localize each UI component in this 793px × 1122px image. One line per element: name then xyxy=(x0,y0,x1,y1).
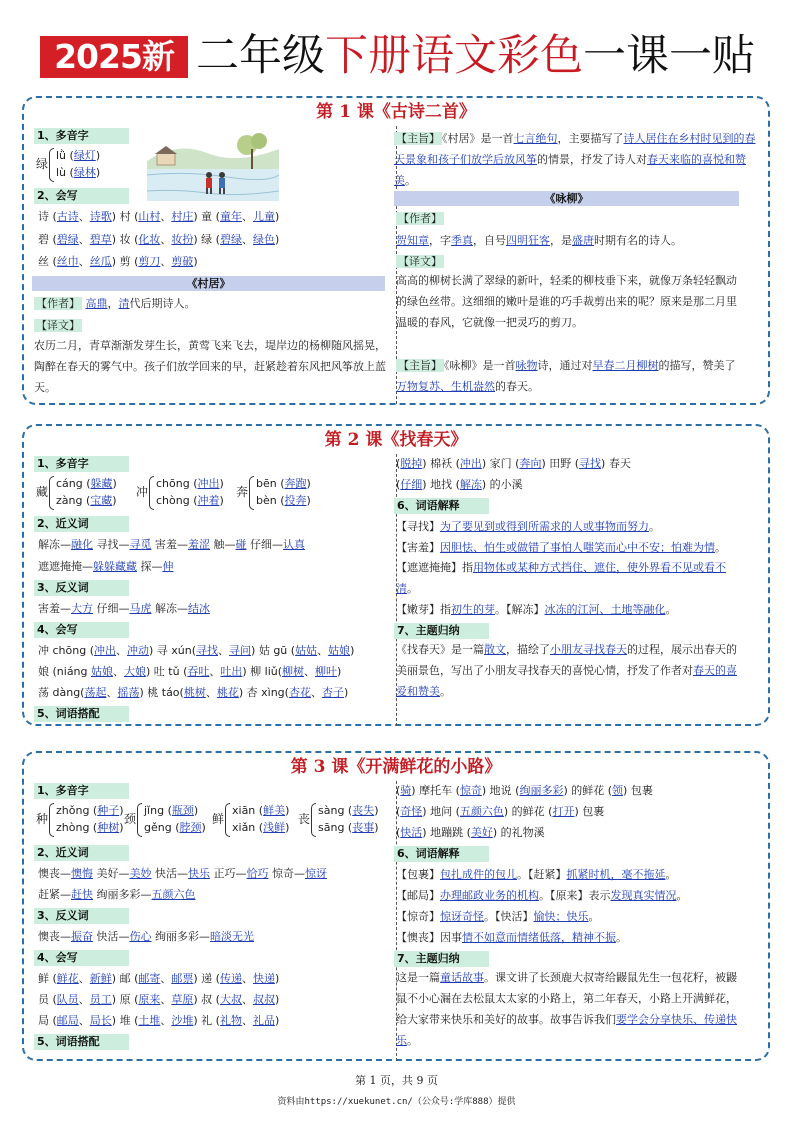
section-theme: 7、主题归纳 xyxy=(394,623,489,639)
polyphone-char: 绿 xyxy=(36,157,49,171)
translation-tag: 【译文】 xyxy=(398,255,442,268)
section-writing: 2、会写 xyxy=(34,188,129,204)
collocation-row: (快活) 地蹦跳 (美好) 的礼物溪 xyxy=(396,826,545,839)
section-collocations: 5、词语搭配 xyxy=(34,1034,129,1050)
title-part-series: 一课一贴 xyxy=(583,31,755,81)
page-header xyxy=(0,26,793,86)
polyphone-group: 藏 cáng (躲藏) zàng (宝藏) xyxy=(36,476,136,510)
poem-banner-yongliu: 《咏柳》 xyxy=(394,191,739,206)
polyphone-reading: lǜ (绿灯) xyxy=(56,149,101,162)
lesson-3-box xyxy=(22,751,770,1061)
translation-text: 农历二月，青草渐渐发芽生长，黄莺飞来飞去，堤岸边的杨柳随风摇晃，陶醉在春天的雾气中。孩子们放学回来的早，赶紧趁着东风把风筝放上蓝天。 xyxy=(34,339,386,394)
collocation-row: (脱掉) 棉袄 (冲出) 家门 (奔向) 田野 (寻找) 春天 xyxy=(396,457,631,470)
section-antonyms: 3、反义词 xyxy=(34,580,129,596)
section-polyphone: 1、多音字 xyxy=(34,783,129,799)
explanation-row: 【寻找】为了要见到或得到所需求的人或事物而努力。 xyxy=(396,520,660,533)
antonym-row: 懊丧—振奋 快活—伤心 绚丽多彩—暗淡无光 xyxy=(38,930,254,943)
writing-row: 丝 (丝巾、丝瓜) 剪 (剪刀、剪破) xyxy=(38,255,198,268)
title-part-grade: 二年级 xyxy=(196,31,325,81)
writing-row: 碧 (碧绿、碧草) 妆 (化妆、妆扮) 绿 (碧绿、绿色) xyxy=(38,233,280,246)
collocation-row: (奇怪) 地问 (五颜六色) 的鲜花 (打开) 包裹 xyxy=(396,805,605,818)
lesson-3-title: 第 3 课《开满鲜花的小路》 xyxy=(290,757,502,777)
explanation-row: 【懊丧】因事情不如意而情绪低落，精神不振。 xyxy=(396,931,627,944)
title-part-subject: 下册语文彩色 xyxy=(325,31,583,81)
year-badge: 2025新 xyxy=(40,36,188,78)
page-number: 第 1 页，共 9 页 xyxy=(355,1074,438,1087)
theme-paragraph: 【主旨】 《村居》是一首七言绝句，主要描写了诗人居住在乡村时见到的春天景象和孩子们放学后放风筝的情景，抒发了诗人对春天来临的喜悦和赞美。 xyxy=(394,132,756,187)
section-synonyms: 2、近义词 xyxy=(34,845,129,861)
collocation-row: (仔细) 地找 (解冻) 的小溪 xyxy=(396,478,523,491)
polyphone-reading: lù (绿林) xyxy=(56,166,101,179)
theme-paragraph: 【主旨】 《咏柳》是一首咏物诗，通过对早春二月柳树的描写，赞美了万物复苏、生机盎然的春天。 xyxy=(396,359,736,393)
section-explanations: 6、词语解释 xyxy=(394,846,489,862)
writing-row: 诗 (古诗、诗歌) 村 (山村、村庄) 童 (童年、儿童) xyxy=(38,210,280,223)
synonym-row: 赶紧—赶快 绚丽多彩—五颜六色 xyxy=(38,888,196,901)
section-polyphone: 1、多音字 xyxy=(34,456,129,472)
section-theme: 7、主题归纳 xyxy=(394,951,489,967)
writing-row: 娘 (niáng 姑娘、大娘) 吐 tǔ (吞吐、吐出) 柳 liǔ(柳树、柳叶) xyxy=(38,665,342,678)
writing-row: 荡 dàng(荡起、摇荡) 桃 táo(桃树、桃花) 杏 xìng(杏花、杏子) xyxy=(38,686,349,699)
explanation-row: 【遮遮掩掩】指用物体或某种方式挡住、遮住，使外界看不见或看不清。 xyxy=(396,561,726,595)
explanation-row: 【害羞】因胆怯、怕生或做错了事怕人嗤笑而心中不安；怕难为情。 xyxy=(396,541,726,554)
lesson-2-title: 第 2 课《找春天》 xyxy=(324,430,468,450)
section-polyphone: 1、多音字 xyxy=(34,128,129,144)
lesson-1-box xyxy=(22,96,770,405)
section-explanations: 6、词语解释 xyxy=(394,498,489,514)
section-synonyms: 2、近义词 xyxy=(34,516,129,532)
brace xyxy=(49,148,54,182)
translation-text: 高高的柳树长满了翠绿的新叶，轻柔的柳枝垂下来，就像万条轻轻飘动的绿色丝带。这细细的嫩叶是谁的巧手裁剪出来的呢？原来是那二月里温暖的春风，它就像一把灵巧的剪刀。 xyxy=(396,274,737,329)
writing-row: 局 (邮局、局长) 堆 (土堆、沙堆) 礼 (礼物、礼品) xyxy=(38,1014,280,1027)
source-credit: 资料由https://xuekunet.cn/（公众号:学库888）提供 xyxy=(277,1097,516,1107)
polyphone-group xyxy=(36,148,146,182)
poem-banner-cunju: 《村居》 xyxy=(32,276,385,291)
writing-row: 员 (队员、员工) 原 (原来、草原) 叔 (大叔、叔叔) xyxy=(38,993,280,1006)
polyphone-group: 种 zhǒng (种子) zhòng (种树) xyxy=(36,803,126,837)
section-antonyms: 3、反义词 xyxy=(34,908,129,924)
antonym-row: 害羞—大方 仔细—马虎 解冻—结冰 xyxy=(38,602,210,615)
section-writing: 4、会写 xyxy=(34,622,129,638)
synonym-row: 解冻—融化 寻找—寻觅 害羞—羞涩 触—碰 仔细—认真 xyxy=(38,538,305,551)
lesson-2-box xyxy=(22,424,770,726)
theme-paragraph: 《找春天》是一篇散文，描绘了小朋友寻找春天的过程，展示出春天的美丽景色，写出了小朋友寻找春天的喜悦心情，抒发了作者对春天的喜爱和赞美。 xyxy=(396,643,737,698)
writing-row: 鲜 (鲜花、新鲜) 邮 (邮寄、邮票) 递 (传递、快递) xyxy=(38,972,280,985)
synonym-row: 遮遮掩掩—躲躲藏藏 探—伸 xyxy=(38,560,174,573)
village-illustration xyxy=(147,131,279,201)
synonym-row: 懊丧—懊悔 美好—美妙 快活—快乐 正巧—恰巧 惊奇—惊讶 xyxy=(38,867,327,880)
lesson-1-title: 第 1 课《古诗二首》 xyxy=(316,102,476,122)
writing-row: 冲 chōng (冲出、冲动) 寻 xún(寻找、寻问) 姑 gū (姑姑、姑娘) xyxy=(38,644,355,657)
section-writing: 4、会写 xyxy=(34,950,129,966)
theme-paragraph: 这是一篇童话故事。课文讲了长颈鹿大叔寄给鼹鼠先生一包花籽，被鼹鼠不小心漏在去松鼠太太家的小路上，第二年春天，小路上开满鲜花，给大家带来快乐和美好的故事。故事告诉我们要学会分享快乐、传递快乐。 xyxy=(396,971,737,1047)
polyphone-group: 奔 bēn (奔跑) bèn (投奔) xyxy=(236,476,336,510)
explanation-row: 【包裹】包扎成件的包儿。【赶紧】抓紧时机，毫不拖延。 xyxy=(396,868,677,881)
section-collocations: 5、词语搭配 xyxy=(34,706,129,722)
polyphone-group: 颈 jǐng (瓶颈) gěng (脖颈) xyxy=(124,803,214,837)
explanation-row: 【邮局】办理邮政业务的机构。【原来】表示发现真实情况。 xyxy=(396,889,688,902)
explanation-row: 【嫩芽】指初生的芽。【解冻】冰冻的江河、土地等融化。 xyxy=(396,603,677,616)
polyphone-group: 鲜 xiān (鲜美) xiǎn (浅鲜) xyxy=(212,803,302,837)
polyphone-group: 丧 sàng (丧失) sāng (丧事) xyxy=(298,803,386,837)
page-title xyxy=(196,28,755,84)
author-row: 贺知章，字季真，自号四明狂客，是盛唐时期有名的诗人。 xyxy=(396,234,682,247)
explanation-row: 【惊奇】惊讶奇怪。【快活】愉快；快乐。 xyxy=(396,910,600,923)
collocation-row: (骑) 摩托车 (惊奇) 地说 (绚丽多彩) 的鲜花 (领) 包裹 xyxy=(396,784,653,797)
polyphone-group: 冲 chōng (冲出) chòng (冲着) xyxy=(136,476,236,510)
author-tag: 【作者】 xyxy=(398,212,442,225)
author-row: 【作者】 高鼎，清代后期诗人。 xyxy=(36,297,196,310)
translation-tag: 【译文】 xyxy=(36,319,80,332)
